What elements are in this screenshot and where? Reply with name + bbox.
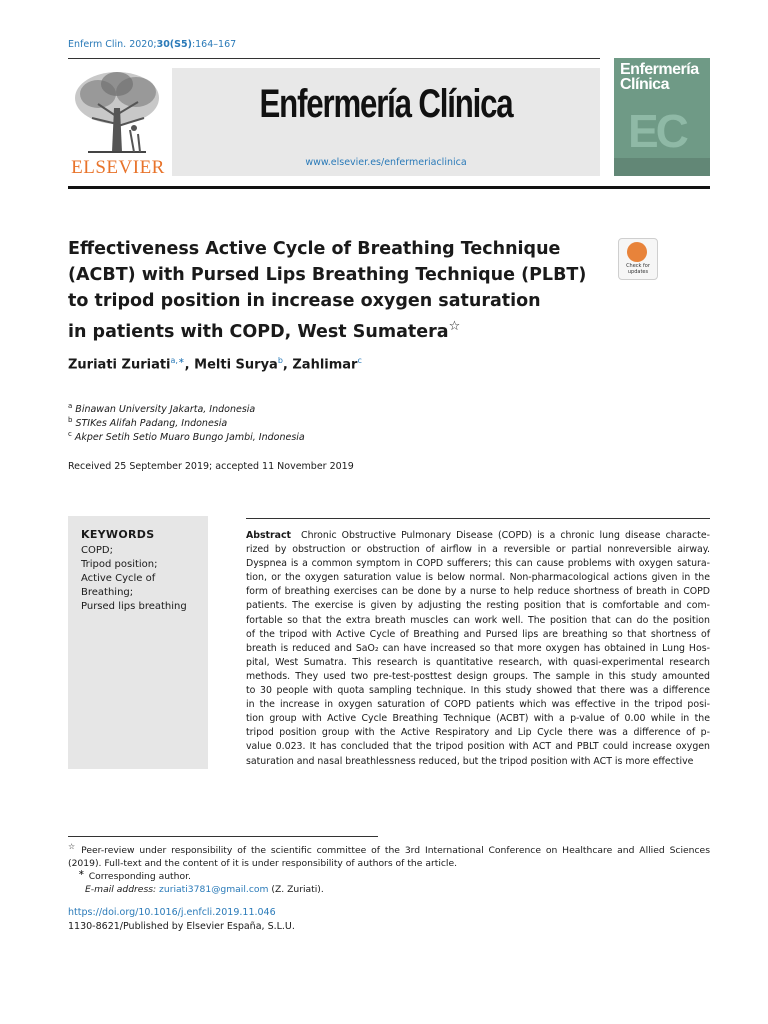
abstract-line: of the tripod with Active Cycle of Breathing and Pursed lips are breathing so that shortness of: [246, 628, 710, 640]
check-updates-icon: [627, 242, 647, 262]
check-updates-label: Check for updates: [626, 263, 650, 275]
abstract-line: saturation and nasal breathlessness reduced, but the tripod position with ACT is more effective: [246, 755, 694, 767]
journal-title: Enfermería Clínica: [259, 82, 513, 126]
author-separator: ,: [282, 357, 293, 373]
affiliation-text: Akper Setih Setio Muaro Bungo Jambi, Indonesia: [74, 432, 305, 444]
abstract-line: value 0.023. It has concluded that the tripod position with ACT and PBLT could increase oxygen: [246, 741, 710, 753]
abstract-line: in the increase in oxygen saturation of COPD patients which was effective in the tripod posi-: [246, 699, 710, 711]
affiliation-text: STIKes Alifah Padang, Indonesia: [75, 418, 228, 430]
cover-title-line: Enfermería: [620, 61, 699, 78]
keyword-item: Tripod position;: [81, 559, 158, 570]
abstract-line: fortable so that the extra breath muscles can work well. The position that can do the position: [246, 614, 710, 626]
article-title: [68, 236, 588, 345]
email-label: E-mail address:: [85, 884, 157, 896]
author-separator: ,: [184, 357, 195, 373]
check-for-updates-badge[interactable]: [618, 238, 658, 280]
abstract-rule: [246, 518, 710, 519]
abstract-line: form of breathing exercises can be done by a nurse to help reduce shortness of breath in COPD: [246, 586, 710, 598]
header-rule: [68, 58, 600, 59]
affiliation: [68, 430, 305, 443]
abstract-line: Abstract Chronic Obstructive Pulmonary Disease (COPD) is a chronic lung disease characte-: [246, 530, 710, 541]
abstract-line: methods. They used two pre-test-posttest design groups. The sample in this study amounted: [246, 670, 710, 682]
abstract-line: rized by obstruction or obstruction of airflow in a reversible or partial nonreversible airway.: [246, 544, 710, 556]
keyword-item: Active Cycle of: [81, 573, 156, 584]
abstract-line: patients. The exercise is given by adjusting the resting position that is comfortable and com-: [246, 600, 710, 612]
title-footnote-star-icon[interactable]: ☆: [448, 319, 461, 334]
affiliation-mark: a: [68, 402, 73, 410]
affiliation: [68, 416, 227, 429]
author-affiliation-link[interactable]: c: [357, 356, 362, 365]
cover-title-line: Clínica: [620, 76, 669, 93]
author-affiliation-link[interactable]: a,∗: [170, 356, 185, 365]
title-line: Effectiveness Active Cycle of Breathing Technique: [68, 239, 561, 259]
abstract-line: to 30 people with quota sampling technique. In this study showed that there was a difference: [246, 685, 710, 697]
author-name: Zuriati Zuriati: [68, 357, 171, 373]
abstract-line: tion, or the oxygen saturation value is below normal. Non-pharmacological actions given in the: [246, 572, 710, 584]
cover-title: [620, 62, 706, 92]
author-name: Melti Surya: [194, 357, 278, 373]
abstract-line: Dyspnea is a common symptom in COPD sufferers; this can cause problems with oxygen satura-: [246, 558, 710, 570]
affiliation-mark: c: [68, 430, 72, 438]
title-line: to tripod position in increase oxygen saturation: [68, 291, 541, 311]
keywords-panel: [68, 516, 208, 769]
author-affiliation-link[interactable]: b: [277, 356, 283, 365]
affiliation-mark: b: [68, 416, 73, 424]
footnote-star-icon: ☆: [68, 842, 78, 851]
author-list: [68, 356, 362, 372]
email-owner: (Z. Zuriati).: [271, 884, 324, 896]
cover-ec-mark: EC: [628, 105, 686, 157]
affiliation-text: Binawan University Jakarta, Indonesia: [75, 404, 256, 416]
abstract-line: pital, West Sumatra. This research is quantitative research, with quasi-experimental research: [246, 656, 710, 668]
footnote-asterisk-icon: ∗: [78, 868, 85, 877]
citation-journal: Enferm Clin. 2020;: [68, 39, 157, 50]
cover-footer-band: [614, 158, 710, 176]
abstract-line: tripod position group with the Active Respiratory and Lip Cycle there was a difference of p-: [246, 727, 710, 739]
keyword-item: Pursed lips breathing: [81, 601, 187, 612]
footnote-rule: [68, 836, 378, 837]
title-line: (ACBT) with Pursed Lips Breathing Technique (PLBT): [68, 265, 587, 285]
title-line: in patients with COPD, West Sumatera☆: [68, 319, 461, 342]
abstract-line: tion group with Active Cycle Breathing Technique (ACBT) with a p-value of 0.00 while in the: [246, 713, 710, 725]
publisher-line: 1130-8621/Published by Elsevier España, S.L.U.: [68, 921, 295, 932]
journal-cover-thumbnail: [614, 58, 710, 176]
abstract-label: Abstract: [246, 530, 292, 541]
elsevier-wordmark: ELSEVIER: [71, 157, 165, 178]
footnote-line: [68, 883, 710, 896]
abstract-body: [246, 529, 710, 769]
journal-url-link[interactable]: www.elsevier.es/enfermeriaclinica: [305, 157, 467, 168]
keyword-item: Breathing;: [81, 587, 134, 598]
footnote-line: (2019). Full-text and the content of it is under responsibility of authors of the article.: [68, 858, 458, 870]
journal-citation: [68, 39, 236, 50]
email-link[interactable]: zuriati3781@gmail.com: [159, 884, 269, 896]
footnote-line: ∗ Corresponding author.: [78, 868, 191, 883]
keyword-item: COPD;: [81, 545, 113, 556]
abstract-line: breath is reduced and SaO₂ can have increased so that more oxygen has obtained in Lung Hos-: [246, 642, 710, 654]
affiliation: [68, 402, 255, 415]
header-thick-rule: [68, 186, 710, 189]
received-dates: Received 25 September 2019; accepted 11 November 2019: [68, 461, 354, 472]
citation-volume: 30(S5): [156, 39, 192, 50]
corresponding-footnote: [68, 866, 710, 896]
keywords-heading: KEYWORDS: [81, 528, 155, 541]
doi-link[interactable]: https://doi.org/10.1016/j.enfcli.2019.11.046: [68, 907, 276, 918]
citation-pages: :164–167: [191, 39, 237, 50]
author-name: Zahlimar: [292, 357, 358, 373]
footnote-line: ☆ Peer-review under responsibility of the scientific committee of the 3rd International Conference on Healthcare and Allied Sciences: [68, 842, 710, 857]
